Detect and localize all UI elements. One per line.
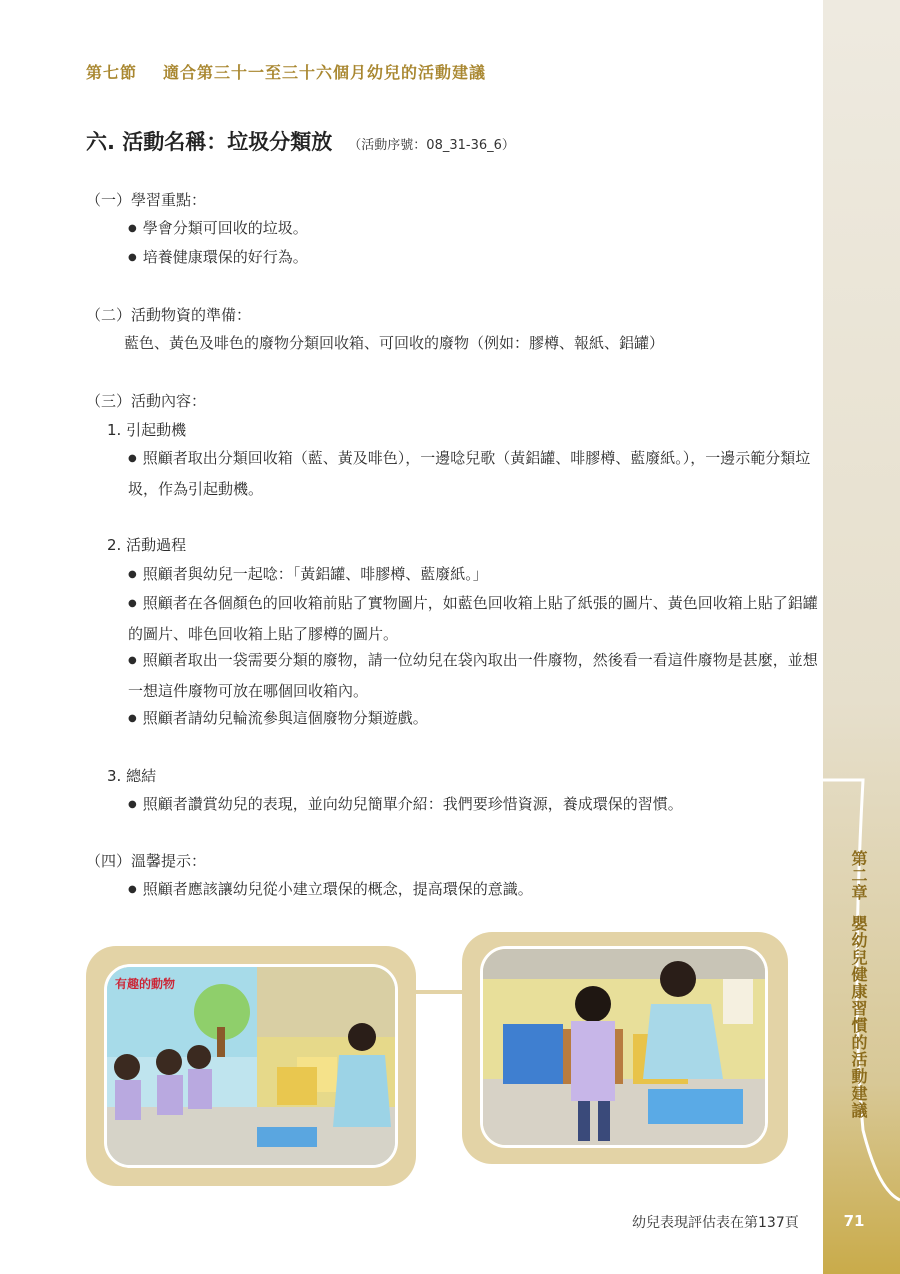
step2-item: ● 照顧者與幼兒一起唸：「黃鋁罐、啡膠樽、藍廢紙。」: [128, 560, 818, 591]
photo-child-sorting: [480, 946, 768, 1148]
photo-child-sorting-image: [483, 949, 765, 1145]
step2-item: ● 照顧者請幼兒輪流參與這個廢物分類遊戲。: [128, 704, 818, 735]
step3-title: 3. 總結: [107, 767, 157, 785]
materials-title: （二）活動物資的準備：: [86, 306, 252, 324]
photo-connector: [414, 990, 464, 994]
section-number: 第七節: [86, 63, 138, 82]
step1-item: ● 照顧者取出分類回收箱（藍、黃及啡色），一邊唸兒歌（黃鋁罐、啡膠樽、藍廢紙。），一邊示範分類垃圾，作為引起動機。: [128, 444, 818, 504]
activity-heading: [86, 126, 515, 156]
chapter-title: 嬰幼兒健康習慣的活動建議: [849, 915, 868, 1119]
photo-frame-left: [86, 946, 416, 1186]
chapter-label: [842, 850, 868, 1119]
page-number: 71: [843, 1212, 865, 1230]
content-title: （三）活動內容：: [86, 392, 207, 410]
wall-banner: 有趣的動物: [115, 977, 176, 991]
step2-item: ● 照顧者在各個顏色的回收箱前貼了實物圖片，如藍色回收箱上貼了紙張的圖片、黃色回收箱上貼了鋁罐的圖片、啡色回收箱上貼了膠樽的圖片。: [128, 589, 818, 649]
step2-title: 2. 活動過程: [107, 536, 187, 554]
step1-title: 1. 引起動機: [107, 421, 187, 439]
section-title: 適合第三十一至三十六個月幼兒的活動建議: [163, 63, 487, 82]
learning-item: ● 學會分類可回收的垃圾。: [128, 214, 308, 245]
tips-item: ● 照顧者應該讓幼兒從小建立環保的概念，提高環保的意識。: [128, 875, 533, 906]
learning-item: ● 培養健康環保的好行為。: [128, 243, 308, 274]
photo-children-sitting-image: [107, 967, 395, 1165]
learning-title: （一）學習重點：: [86, 191, 207, 209]
activity-title: 六. 活動名稱：垃圾分類放: [86, 130, 333, 154]
step3-item: ● 照顧者讚賞幼兒的表現，並向幼兒簡單介紹：我們要珍惜資源，養成環保的習慣。: [128, 790, 683, 821]
chapter-number: 第二章: [849, 850, 868, 901]
tips-title: （四）溫馨提示：: [86, 852, 207, 870]
photo-children-sitting: [104, 964, 398, 1168]
step2-item: ● 照顧者取出一袋需要分類的廢物，請一位幼兒在袋內取出一件廢物，然後看一看這件廢物是甚麼，並想一想這件廢物可放在哪個回收箱內。: [128, 646, 818, 706]
footer-reference: 幼兒表現評估表在第137頁: [632, 1215, 799, 1231]
photo-frame-right: [462, 932, 788, 1164]
section-header: [86, 60, 486, 83]
activity-code: （活動序號：08_31-36_6）: [348, 138, 515, 153]
materials-text: 藍色、黃色及啡色的廢物分類回收箱、可回收的廢物（例如：膠樽、報紙、鋁罐）: [124, 334, 665, 352]
